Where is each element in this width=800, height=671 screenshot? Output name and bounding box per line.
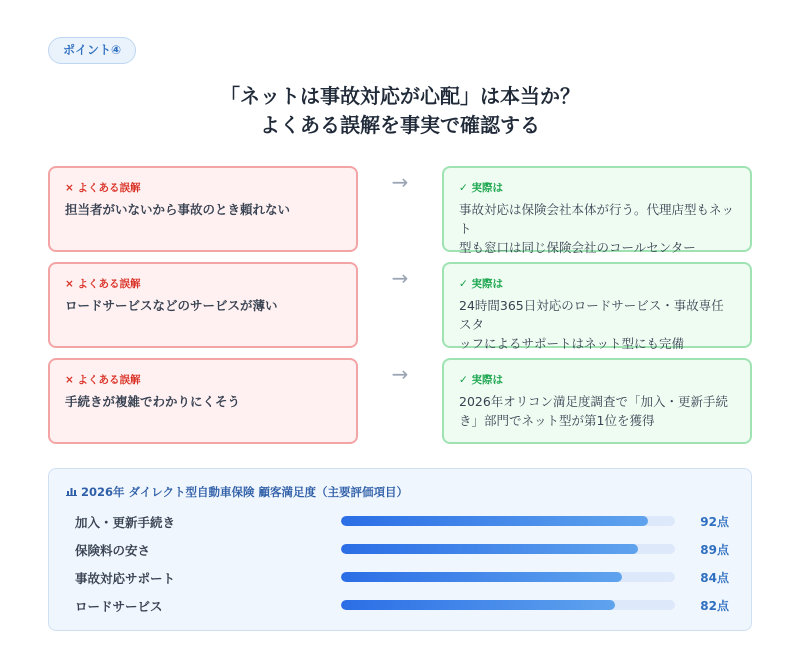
- myth-text: ロードサービスなどのサービスが薄い: [65, 298, 278, 313]
- fact-text-line: 事故対応は保険会社本体が行う。代理店型もネット: [459, 202, 735, 236]
- chart-category-label: 加入・更新手続き: [75, 515, 176, 530]
- myth-text: 手続きが複雑でわかりにくそう: [65, 394, 241, 409]
- chart-value-label: 92点: [700, 515, 729, 529]
- page-title-line-1: 「ネットは事故対応が心配」は本当か？: [220, 84, 580, 108]
- myth-tag: × よくある誤解: [65, 182, 141, 194]
- chart-bar-track: [341, 572, 675, 582]
- fact-text-line: 型も窓口は同じ保険会社のコールセンター: [459, 240, 696, 255]
- page-title-line-2: よくある誤解を事実で確認する: [260, 113, 540, 137]
- chart-value-label: 82点: [700, 599, 729, 613]
- fact-text-line: き」部門でネット型が第1位を獲得: [459, 413, 655, 428]
- fact-card-2: [442, 262, 752, 351]
- myth-text: 担当者がいないから事故のとき頼れない: [65, 202, 291, 217]
- myth-tag: × よくある誤解: [65, 374, 141, 386]
- chart-bar: [341, 572, 622, 582]
- chart-bar: [341, 544, 638, 554]
- fact-tag: ✓ 実際は: [459, 278, 503, 290]
- chart-value-label: 84点: [700, 571, 729, 585]
- right-arrow-icon: →: [391, 266, 409, 290]
- fact-text-line: 24時間365日対応のロードサービス・事故専任スタ: [459, 298, 724, 332]
- right-arrow-icon: →: [391, 362, 409, 386]
- fact-tag: ✓ 実際は: [459, 182, 503, 194]
- chart-bar-track: [341, 600, 675, 610]
- satisfaction-chart-panel: [48, 468, 752, 631]
- myth-tag: × よくある誤解: [65, 278, 141, 290]
- chart-bar-track: [341, 516, 675, 526]
- chart-bar: [341, 516, 648, 526]
- chart-bar: [341, 600, 615, 610]
- chart-title-text: 2026年 ダイレクト型自動車保険 顧客満足度（主要評価項目）: [81, 485, 409, 499]
- right-arrow-icon: →: [391, 170, 409, 194]
- fact-text: [459, 200, 735, 257]
- myth-card-2: [48, 262, 358, 348]
- chart-bar-track: [341, 544, 675, 554]
- chart-value-label: 89点: [700, 543, 729, 557]
- fact-text: [459, 296, 735, 353]
- fact-text-line: ッフによるサポートはネット型にも完備: [459, 336, 685, 351]
- chart-category-label: 事故対応サポート: [75, 571, 176, 586]
- fact-text: [459, 392, 735, 430]
- chart-title: [66, 484, 408, 500]
- fact-text-line: 2026年オリコン満足度調査で「加入・更新手続: [459, 394, 729, 409]
- point-badge: ポイント④: [48, 37, 136, 64]
- chart-category-label: ロードサービス: [75, 599, 163, 614]
- myth-card-1: [48, 166, 358, 252]
- fact-card-3: [442, 358, 752, 444]
- bar-chart-icon: [66, 486, 77, 496]
- myth-card-3: [48, 358, 358, 444]
- fact-tag: ✓ 実際は: [459, 374, 503, 386]
- fact-card-1: [442, 166, 752, 255]
- chart-category-label: 保険料の安さ: [75, 543, 151, 558]
